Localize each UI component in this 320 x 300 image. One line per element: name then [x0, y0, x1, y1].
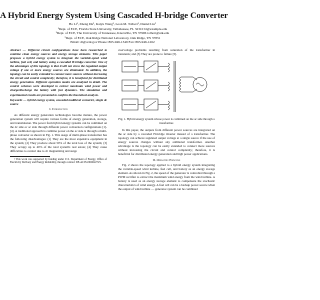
- author-block: [10, 22, 215, 45]
- author-names: Bo Li¹, Zheng Du¹, Kaiyu Wang¹, Leon M. Tolbert¹, Daniel Liu²: [68, 22, 157, 26]
- affiliation-1: ¹Dept. of ECE, Florida State University, Tallahassee, FL 32310 bl@example.edu: [57, 26, 168, 31]
- left-column: [10, 48, 107, 166]
- affiliation-2: ²Dept. of ECE, Oak Ridge National Laboratory, Oak Ridge, TN 37831: [64, 35, 161, 40]
- affiliation-1b: ¹Dept. of ECE, The University of Tennessee, Knoxville, TN 37996 tolbert@utk.edu: [55, 31, 170, 36]
- page-title: A Hybrid Energy System Using Cascaded H-bridge Converter: [0, 10, 228, 20]
- converter-diagonal-3: [146, 101, 156, 108]
- section-heading-introduction: I. Introduction: [49, 107, 68, 112]
- contact-info: Email: dl@ornl.gov Phone: 865-946-1349 Fax: 865-946-1262: [70, 40, 155, 45]
- paragraph-2: In this paper, the outputs from different power sources are integrated on the ac side by a cascaded H-bridge inverter instead of a transformer. The topology can achieve regulated output voltage at a single source if the use of energy sources changes without any additional transformer. Another advantage is the topology can be easily extended to connect more sources without increasing the circuit and control complexity; therefore, it is beneficial for distributed energy generation and high power applications.: [118, 127, 215, 157]
- abstract: Abstract — Different circuit configurations have been researched to combine clean energy sources and energy storage elements. This paper proposes a hybrid energy system to integrate the variable-speed wind turbine, fuel cell, and battery using a cascaded H-bridge converter. One of the advantages of this topology is that it will not stress the regulated output voltage if one or more energy sources are eliminated. In addition, the topology can be easily extended to connect more sources without increasing the circuit and control complexity; therefore, it is beneficial for distributed energy generation. Different operation modes are analyzed in detail. The control schemes were developed to extract maximum wind power and charge/discharge the battery with fast dynamics. The simulation and experimental results are presented to confirm the theoretical analysis.: [10, 48, 107, 97]
- paragraph-3: Fig. 2 shows the topology applied to a hybrid energy system integrating the variable-speed wind turbine, fuel cell, and battery as an energy storage element. As shown in Fig. 2, the speed of the generator is controlled through a PWM rectifier to extract the maximum wind energy from the wind turbine. A battery is used as an energy storage element to compensate the stochastic characteristics of wind energy. A fuel cell can be a backup power source when the output of wind turbine — generator system can be combined: [118, 162, 215, 192]
- circuit-diagram: [118, 57, 215, 117]
- footnote-divider: [10, 156, 50, 157]
- figure-caption: Fig. 1. Hybrid energy system whose power is combined on the ac side through a transformer.: [118, 117, 215, 126]
- grid-sine: [196, 83, 204, 86]
- winding-3: [168, 101, 170, 110]
- winding-1: [168, 63, 170, 72]
- converter-diagonal-2: [146, 82, 156, 89]
- section-heading-operating-principle: II. Operating Principle: [152, 157, 181, 162]
- right-column: [118, 48, 215, 192]
- keywords: Keywords — hybrid energy system, cascaded multilevel converter, single dc source: [10, 97, 107, 106]
- secondary-winding: [180, 77, 182, 92]
- footnote: ¹ This work was supported by funding under U.S. Department of Energy, Office of Electricity Delivery and Energy Reliability, through contract DE-AC05-00OR22725.: [10, 158, 107, 165]
- paragraph-continued: overvoltage problems resulting from saturation of the transformer in transients; and (5) They are prone to failure [5].: [118, 48, 215, 57]
- winding-2: [168, 82, 170, 91]
- intro-paragraph: As different energy generation technologies become mature, the power generation system will require various forms of energy generation, storage, and transmission. The power from hybrid energy systems can be combined on the dc side or ac side through different power conversion configurations [1]-[4]. A traditional approach is combine power on the ac side is through a multi-phase converter as shown in Fig. 1. This usage of multi-phase transformer has the following disadvantages: (1) They are the most expensive equipment in the system; (2) They produce about 50% of the total loss of the system; (3) They occupy up to 40% of the total system's real estate; (4) They cause difficulties to control due to dc magnetizing and surge: [10, 112, 107, 153]
- converter-diagonal-1: [146, 63, 156, 70]
- figure-1-diagram: [118, 57, 215, 117]
